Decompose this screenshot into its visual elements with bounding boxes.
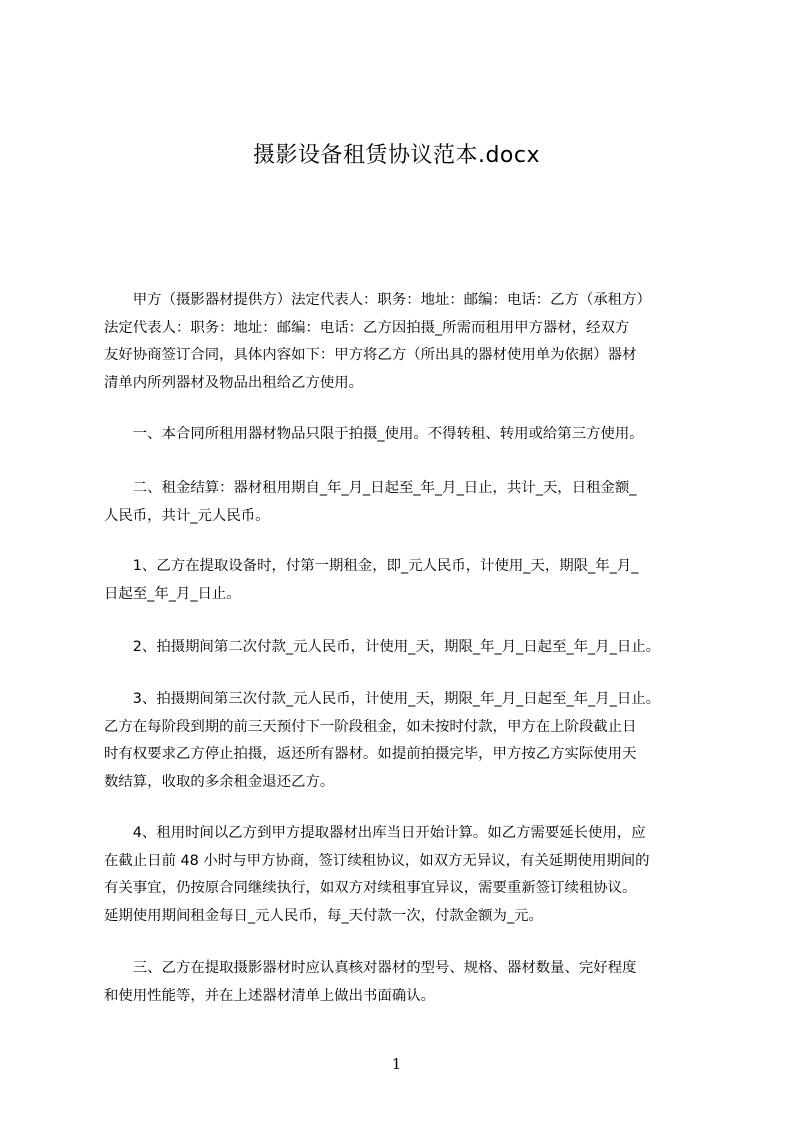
text-line: 数结算，收取的多余租金退还乙方。 xyxy=(104,773,335,790)
text-line: 乙方在每阶段到期的前三天预付下一阶段租金，如未按时付款，甲方在上阶段截止日 xyxy=(104,718,637,735)
text-line: 有关事宜，仍按原合同继续执行，如双方对续租事宜异议，需要重新签订续租协议。 xyxy=(104,880,637,896)
paragraph-payment-3 xyxy=(104,686,716,796)
page-number: 1 xyxy=(391,1055,402,1073)
text-line: 人民币，共计_元人民币。 xyxy=(104,507,270,524)
text-line: 3、拍摄期间第三次付款_元人民币，计使用_天，期限_年_月_日起至_年_月_日止。 xyxy=(104,691,661,707)
paragraph-clause-3 xyxy=(104,955,716,1010)
paragraph-payment-4 xyxy=(104,820,716,930)
text-line: 1、乙方在提取设备时，付第一期租金，即_元人民币，计使用_天，期限_年_月_ xyxy=(104,558,639,574)
text-line: 友好协商签订合同，具体内容如下：甲方将乙方（所出具的器材使用单为依据）器材 xyxy=(104,347,637,363)
text-line: 2、拍摄期间第二次付款_元人民币，计使用_天，期限_年_月_日起至_年_月_日止。 xyxy=(104,639,661,655)
text-line: 三、乙方在提取摄影器材时应认真核对器材的型号、规格、器材数量、完好程度 xyxy=(104,960,637,976)
text-line: 日起至_年_月_日止。 xyxy=(104,585,241,602)
paragraph-clause-2 xyxy=(104,475,716,530)
text-line: 法定代表人：职务：地址：邮编：电话：乙方因拍摄_所需而租用甲方器材，经双方 xyxy=(104,319,630,336)
paragraph-parties xyxy=(104,287,716,397)
text-line: 清单内所列器材及物品出租给乙方使用。 xyxy=(104,374,364,391)
paragraph-payment-2 xyxy=(104,634,716,662)
text-line: 4、租用时间以乙方到甲方提取器材出库当日开始计算。如乙方需要延长使用，应 xyxy=(104,825,646,841)
text-line: 二、租金结算：器材租用期自_年_月_日起至_年_月_日止，共计_天，日租金额_ xyxy=(104,480,637,496)
paragraph-clause-1 xyxy=(104,421,716,449)
text-line: 一、本合同所租用器材物品只限于拍摄_使用。不得转租、转用或给第三方使用。 xyxy=(104,426,644,442)
text-line: 延期使用期间租金每日_元人民币，每_天付款一次，付款金额为_元。 xyxy=(104,907,543,924)
text-line: 和使用性能等，并在上述器材清单上做出书面确认。 xyxy=(104,987,435,1004)
text-line: 甲方（摄影器材提供方）法定代表人：职务：地址：邮编：电话：乙方（承租方） xyxy=(104,292,651,308)
paragraph-payment-1 xyxy=(104,553,716,608)
text-line: 时有权要求乙方停止拍摄，返还所有器材。如提前拍摄完毕，甲方按乙方实际使用天 xyxy=(104,746,637,762)
text-line: 在截止日前 48 小时与甲方协商，签订续租协议，如双方无异议，有关延期使用期间的 xyxy=(104,852,650,869)
document-title: 摄影设备租赁协议范本.docx xyxy=(252,143,541,168)
